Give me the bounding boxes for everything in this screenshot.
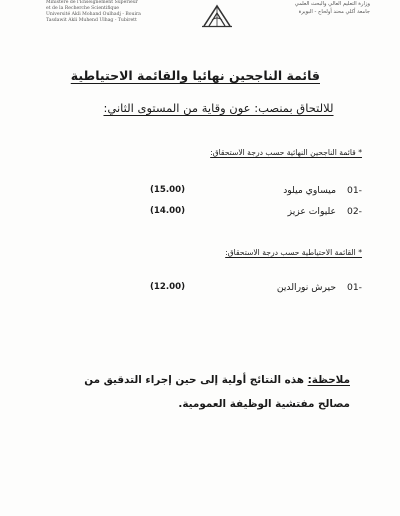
- document-title: قائمة الناجحين نهائيا والقائمة الاحتياطية: [70, 68, 320, 83]
- letterhead-left: [46, 0, 166, 24]
- document-subtitle: للالتحاق بمنصب: عون وقاية من المستوى الثاني:: [103, 101, 334, 115]
- entry-rank: -01: [346, 282, 362, 293]
- letterhead-left-line: Université Akli Mohand Oulhadj - Bouira: [46, 12, 141, 17]
- university-logo: [200, 2, 234, 28]
- entry-name: عليوات عزيز: [287, 206, 336, 217]
- letterhead-right-line: جامعة أكلي محند أولحاج - البويرة: [298, 9, 370, 15]
- entry-score: (14.00): [150, 206, 186, 216]
- letterhead-left-line: Tasdawit Akli Muhend Ulhag - Tubirett: [46, 18, 137, 23]
- letterhead-right-line: وزارة التعليم العالي والبحث العلمي: [294, 1, 370, 7]
- entry-score: (12.00): [150, 282, 186, 292]
- letterhead-left-line: et de la Recherche Scientifique: [46, 6, 120, 11]
- final-list-entry: [142, 185, 362, 199]
- entry-score: (15.00): [150, 185, 186, 195]
- entry-rank: -02: [346, 206, 362, 217]
- note-paragraph: [60, 368, 350, 416]
- letterhead-right: [250, 0, 370, 16]
- note-text: هذه النتائج أولية إلى حين إجراء التدقيق من مصالح مفتشية الوظيفة العمومية.: [84, 374, 350, 410]
- reserve-list-heading: * القائمة الاحتياطية حسب درجة الاستحقاق:: [225, 248, 362, 257]
- letterhead-left-line: Ministère de l'Enseignement Supérieur: [46, 0, 138, 5]
- entry-rank: -01: [346, 185, 362, 196]
- entry-name: ميساوي ميلود: [283, 185, 336, 196]
- final-list-entry: [142, 206, 362, 220]
- entry-name: حيرش نورالدين: [276, 282, 336, 293]
- reserve-list-entry: [142, 282, 362, 296]
- final-list-heading: * قائمة الناجحين النهائية حسب درجة الاستحقاق:: [210, 148, 362, 157]
- note-label: ملاحظة:: [307, 374, 350, 386]
